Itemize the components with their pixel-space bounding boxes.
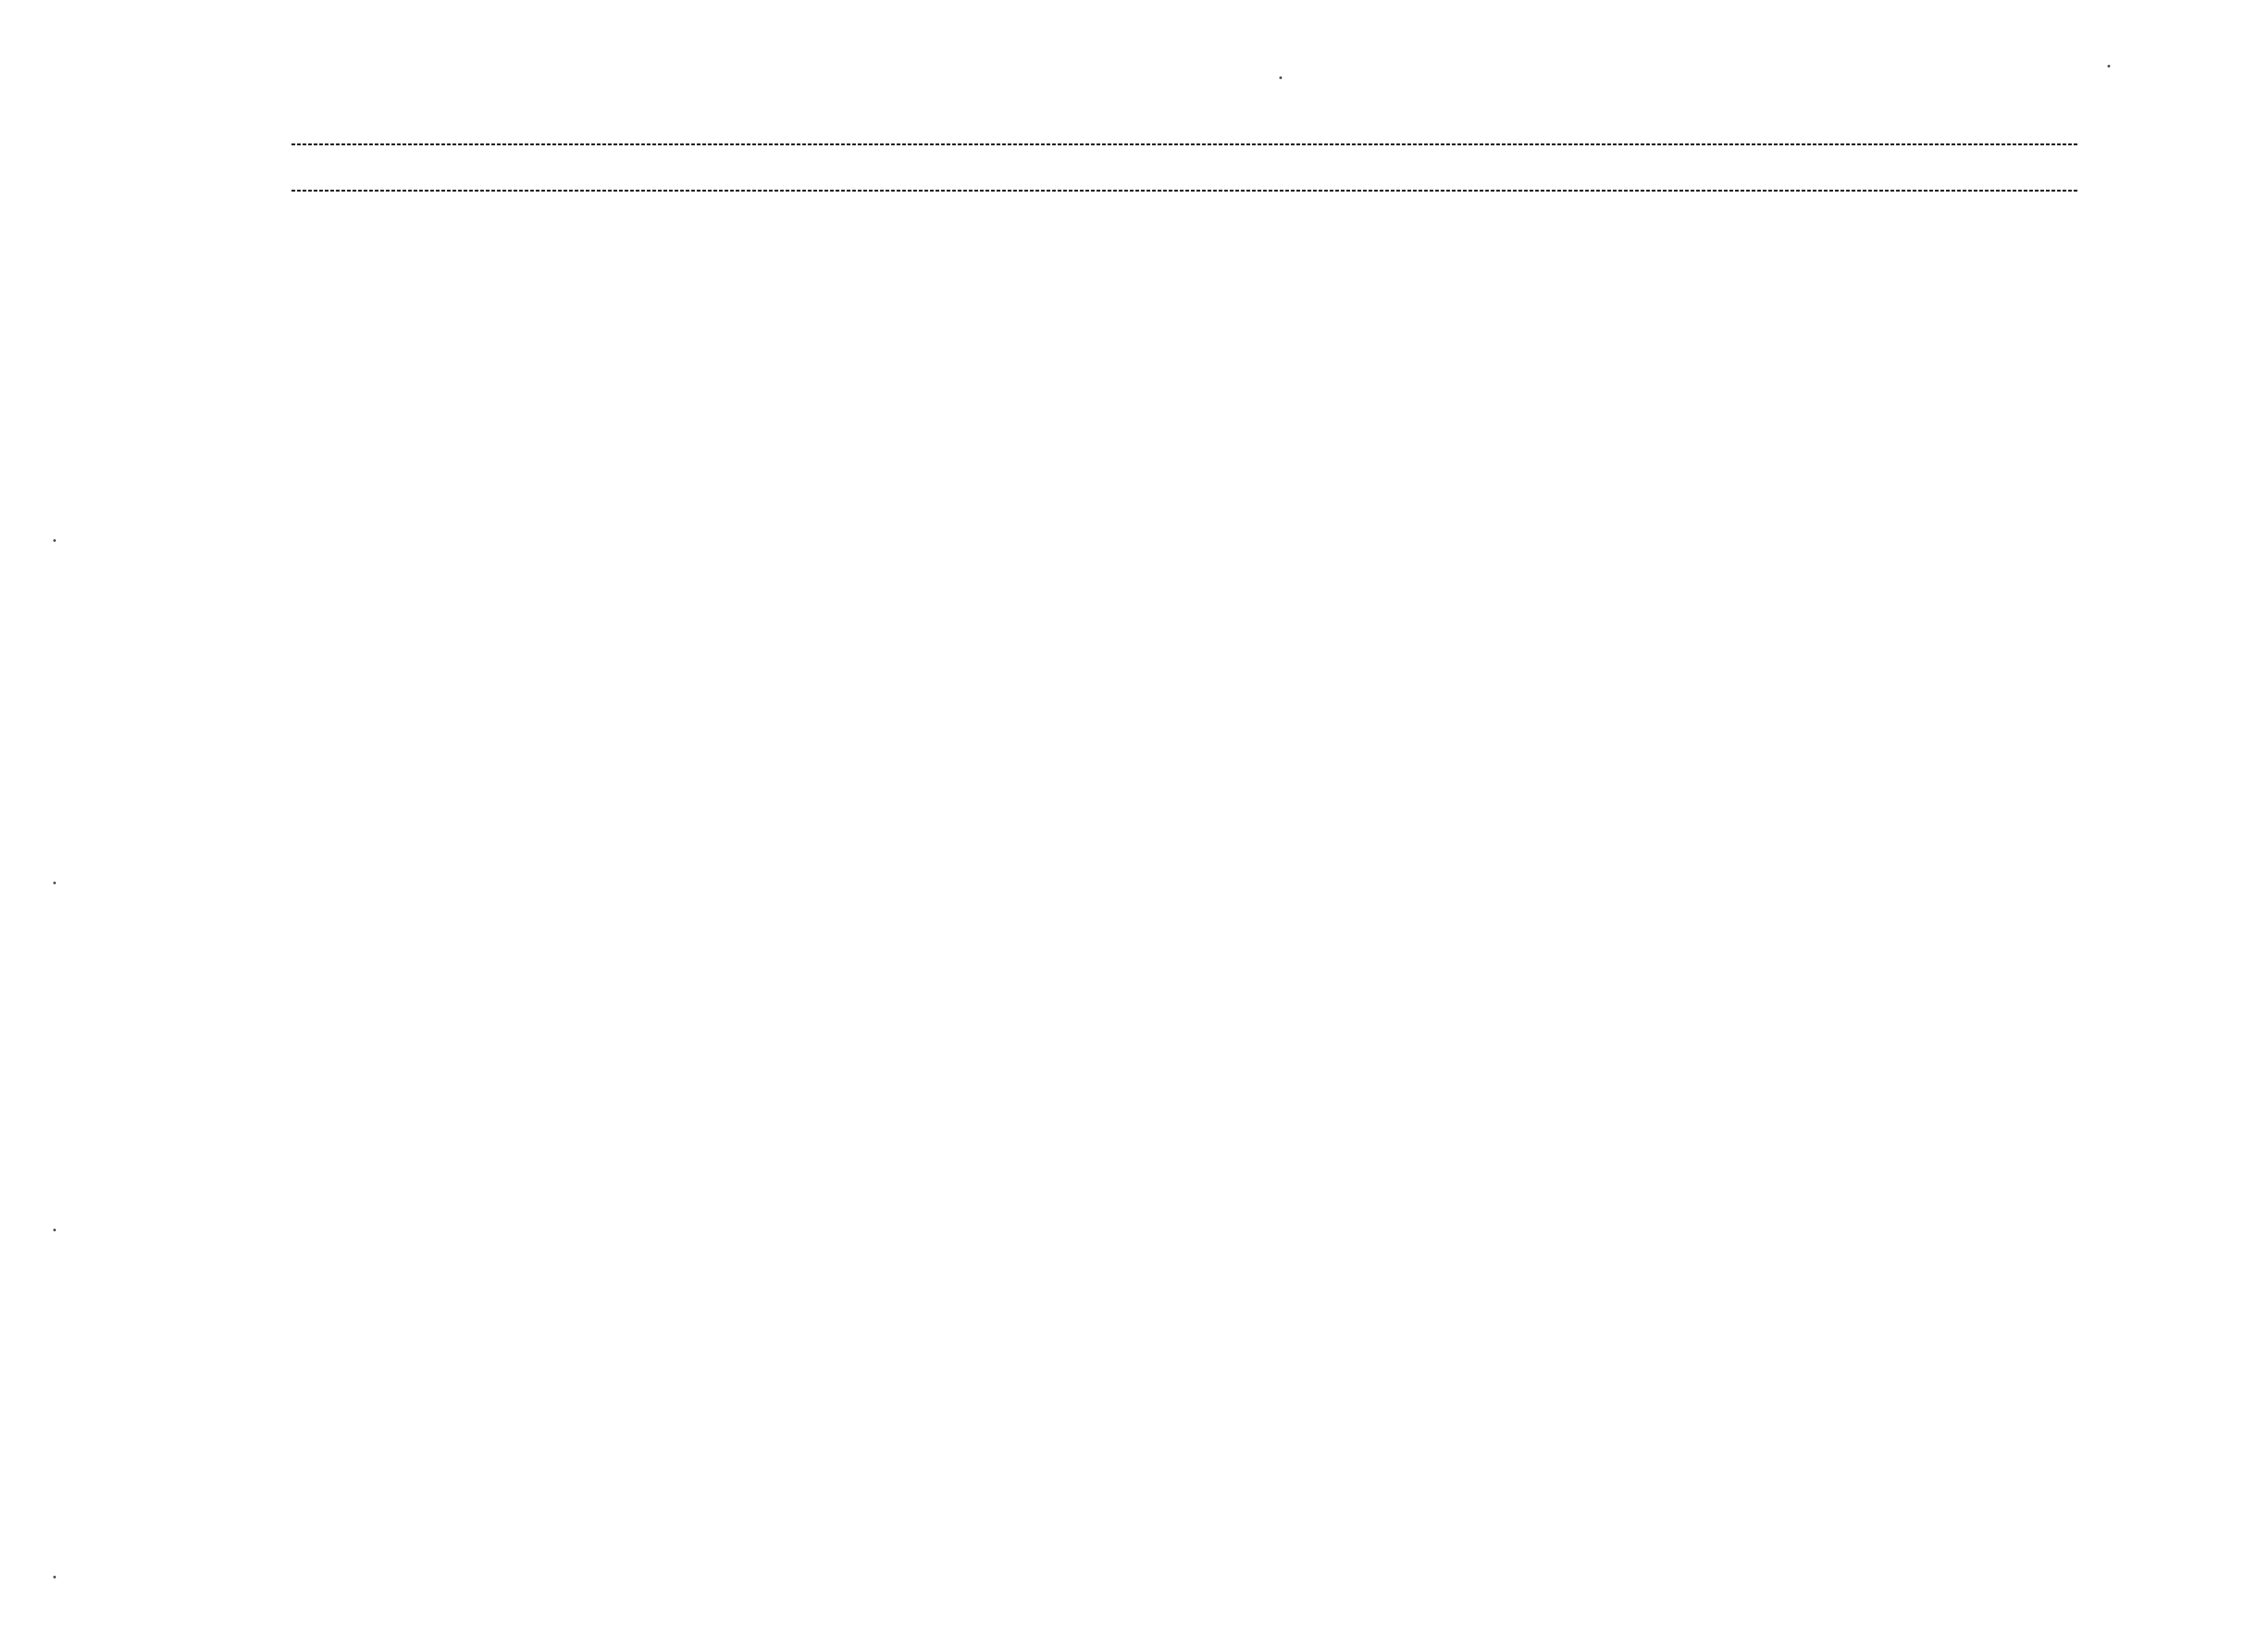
scan-speck	[53, 1229, 56, 1231]
scan-speck	[1279, 76, 1282, 79]
scan-speck	[53, 882, 56, 884]
header-bottom-rule	[291, 190, 2077, 192]
table-top-rule	[291, 143, 2077, 145]
scan-speck	[2107, 65, 2110, 68]
scan-speck	[53, 1576, 56, 1578]
scan-speck	[53, 539, 56, 542]
